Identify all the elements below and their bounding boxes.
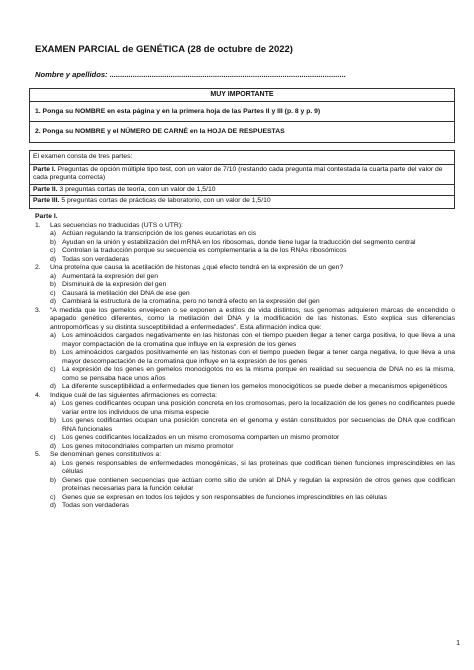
option-letter: a) [50, 230, 57, 237]
option-letter: c) [50, 493, 56, 501]
exam-part-row [30, 165, 454, 185]
part-description: 3 preguntas cortas de teoría, con un valor de 1,5/10 [57, 185, 216, 193]
option-text: Los aminoácidos cargados positivamente en las histonas con el tiempo pueden llegar a tener carga negativa, lo que lleva a una mayor descompactación de la cromatina que influye en la expresión de los genes [62, 349, 455, 365]
question-number: 1. [35, 221, 41, 229]
important-item: 1. Ponga su NOMBRE en esta página y en la primera hoja de las Partes II y III (p. 8 y p. 9) [30, 102, 454, 122]
question-text: Se denominan genes constitutivos a: [50, 451, 162, 458]
option-text: Todas son verdaderas [62, 502, 129, 509]
option-text: Todas son verdaderas [62, 255, 129, 263]
important-box [29, 88, 455, 143]
page-number: 1 [456, 640, 460, 647]
option-text: Los genes codificantes ocupan una posición concreta en los cromosomas, pero la localización de los genes no codificantes puede variar entre los individuos de una misma especie [62, 400, 455, 416]
option-letter: c) [50, 366, 56, 373]
option-text: Cambiará la estructura de la cromatina, pero no tendrá efecto en la expresión del gen [62, 298, 320, 305]
option-b [50, 417, 455, 434]
part-description: Preguntas de opción múltiple tipo test, con un valor de 7/10 (restando cada pregunta mal contestada la cuarta parte del valor de cada pregunta correcta) [33, 165, 443, 182]
option-a [50, 273, 455, 282]
option-text: La expresión de los genes en gemelos monocigotos no es la misma porque en realidad su secuencia de DNA no es la misma, como se pensaba hace unos años [62, 366, 455, 382]
option-text: Controlan la traducción porque su secuencia es complementaria a la de los RNAs ribosómicos [62, 247, 347, 254]
option-b [50, 477, 455, 494]
option-letter: c) [50, 289, 56, 297]
question-3 [35, 307, 455, 392]
option-letter: b) [50, 238, 57, 246]
option-letter: a) [50, 459, 57, 467]
option-letter: a) [50, 332, 57, 339]
option-c [50, 366, 455, 383]
exam-info-intro: El examen consta de tres partes: [30, 151, 454, 165]
exam-part-row [30, 196, 454, 207]
option-text: Genes que se expresan en todos los tejidos y son responsables de funciones imprescindibles en las células [62, 493, 387, 501]
question-text: “A medida que los gemelos envejecen o se exponen a estilos de vida distintos, sus genomas adquieren marcas de encendido o apagado genético diferentes, como la metilación del DNA y la modificación de las histonas. Esto explica sus diferencias antropomórficas y su distinta susceptibilidad a enfermedades”. Esta afirmación indica que: [50, 306, 455, 331]
option-c [50, 290, 455, 299]
question-number: 5. [35, 451, 41, 458]
option-text: Los genes mitocondriales comparten un mismo promotor [62, 442, 234, 450]
question-1 [35, 222, 455, 265]
option-text: Los genes codificantes localizados en un mismo cromosoma comparten un mismo promotor [62, 434, 340, 441]
option-b [50, 349, 455, 366]
option-letter: d) [50, 383, 57, 390]
part-label: Parte I. [33, 165, 56, 173]
exam-part-row [30, 185, 454, 197]
option-c [50, 434, 455, 443]
option-letter: c) [50, 247, 56, 254]
option-text: Ayudan en la unión y estabilización del mRNA en los ribosomas, donde tiene lugar la traducción del segmento central [62, 238, 416, 246]
part-label: Parte II. [33, 185, 58, 193]
option-d [50, 298, 455, 307]
exam-info-box [29, 150, 455, 209]
option-text: La diferente susceptibilidad a enfermedades que tienen los gemelos monocigóticos se puede deber a mecanismos epigenéticos [62, 383, 448, 390]
question-text: Una proteína que causa la acetilación de histonas ¿qué efecto tendrá en la expresión de un gen? [50, 264, 344, 271]
option-text: Los aminoácidos cargados negativamente en las histonas con el tiempo pueden llegar a tener carga positiva, lo que lleva a una mayor compactación de la cromatina que influye en la expresión de los genes [62, 332, 455, 348]
question-text: Las secuencias no traducidas (UTS o UTR): [50, 221, 183, 229]
option-letter: a) [50, 272, 57, 280]
option-text: Causará la metilación del DNA de ese gen [62, 289, 190, 297]
option-letter: b) [50, 281, 57, 288]
option-letter: d) [50, 442, 57, 450]
question-number: 4. [35, 391, 41, 399]
option-b [50, 281, 455, 290]
option-letter: c) [50, 434, 56, 441]
question-number: 2. [35, 264, 41, 271]
option-letter: a) [50, 400, 57, 407]
option-a [50, 400, 455, 417]
option-text: Los genes codificantes ocupan una posición concreta en el genoma y están constituidos por secuencias de DNA que codifican RNA funcionales [62, 417, 455, 433]
option-text: Genes que contienen secuencias que actúan como sitio de unión al DNA y regulan la expresión de otros genes que codifican proteínas necesarias para la función celular [62, 476, 455, 492]
part1-heading: Parte I. [35, 213, 58, 220]
option-letter: b) [50, 349, 57, 356]
question-2 [35, 264, 455, 307]
question-5 [35, 451, 455, 511]
option-text: Aumentará la expresión del gen [62, 272, 158, 280]
option-text: Los genes responsables de enfermedades monogénicas, si las proteínas que codifican tienen funciones imprescindibles en las células [62, 459, 455, 475]
option-text: Disminuirá de la expresión del gen [62, 281, 167, 288]
option-text: Actúan regulando la transcripción de los genes eucariotas en cis [62, 230, 257, 237]
option-letter: b) [50, 417, 57, 424]
option-a [50, 230, 455, 239]
option-d [50, 256, 455, 265]
option-letter: b) [50, 476, 57, 484]
option-letter: d) [50, 298, 57, 305]
question-number: 3. [35, 306, 41, 314]
name-field-line: Nombre y apellidos: ................................................................................................................ [35, 70, 346, 79]
important-item: 2. Ponga su NOMBRE y el NÚMERO DE CARNÉ en la HOJA DE RESPUESTAS [35, 128, 285, 135]
option-c [50, 247, 455, 256]
part-description: 5 preguntas cortas de prácticas de laboratorio, con un valor de 1,5/10 [59, 197, 271, 205]
option-d [50, 502, 455, 511]
part1-section [35, 212, 455, 511]
part-label: Parte III. [33, 197, 60, 205]
option-a [50, 332, 455, 349]
important-heading: MUY IMPORTANTE [30, 89, 454, 102]
option-d [50, 443, 455, 452]
exam-title: EXAMEN PARCIAL de GENÉTICA (28 de octubre de 2022) [35, 44, 293, 55]
question-text: Indique cuál de las siguientes afirmaciones es correcta: [50, 391, 217, 399]
option-letter: d) [50, 502, 57, 509]
question-4 [35, 392, 455, 452]
option-d [50, 383, 455, 392]
option-letter: d) [50, 255, 57, 263]
option-a [50, 460, 455, 477]
option-b [50, 239, 455, 248]
option-c [50, 494, 455, 503]
